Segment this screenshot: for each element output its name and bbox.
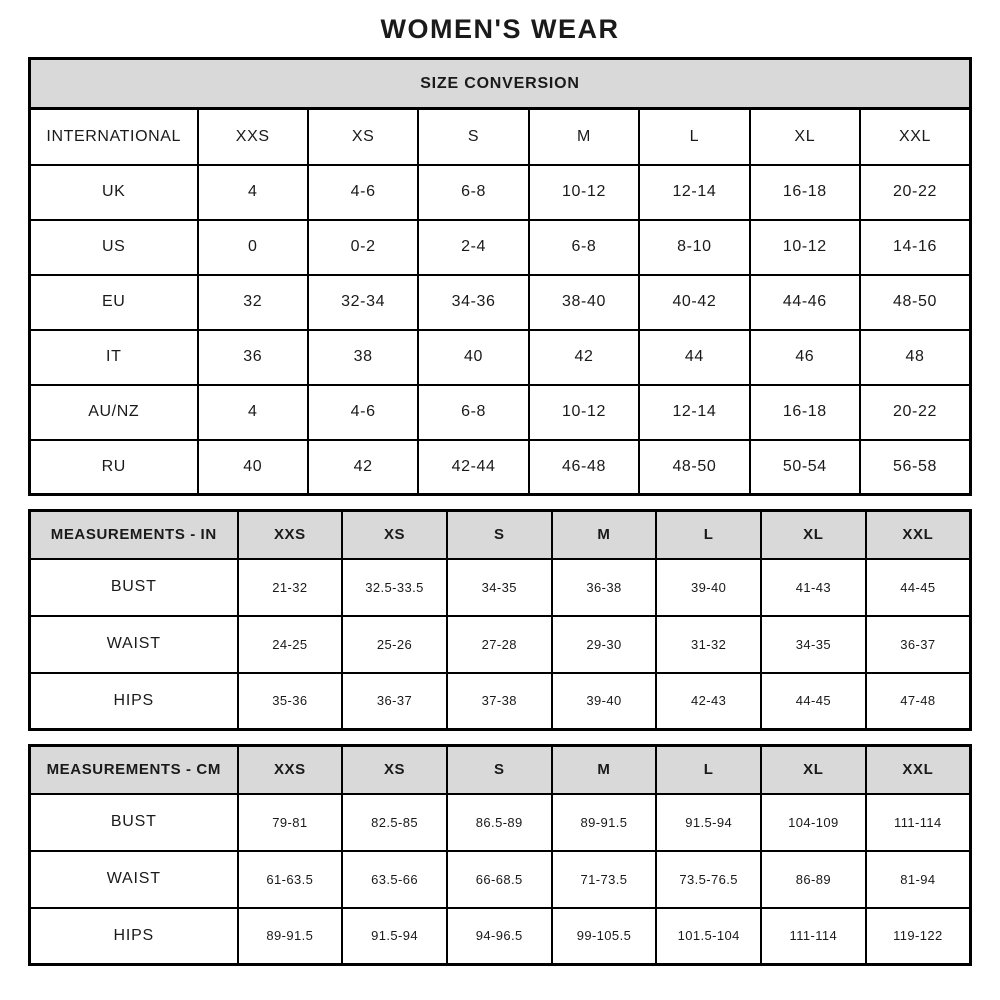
row-label: EU [30, 275, 198, 330]
value-cell: 4 [198, 385, 308, 440]
size-conversion-table [28, 57, 972, 496]
size-column-header: XXL [866, 746, 971, 794]
value-cell: 10-12 [529, 165, 639, 220]
value-cell: 32.5-33.5 [342, 559, 447, 616]
row-label: BUST [30, 559, 238, 616]
value-cell: 38-40 [529, 275, 639, 330]
value-cell: 73.5-76.5 [656, 851, 761, 908]
value-cell: 46-48 [529, 440, 639, 495]
value-cell: 41-43 [761, 559, 866, 616]
row-label: UK [30, 165, 198, 220]
value-cell: 35-36 [238, 673, 343, 730]
value-cell: 48-50 [639, 440, 749, 495]
row-label: WAIST [30, 851, 238, 908]
international-label: INTERNATIONAL [30, 109, 198, 165]
value-cell: 12-14 [639, 385, 749, 440]
value-cell: 21-32 [238, 559, 343, 616]
size-column-header: L [656, 511, 761, 559]
size-column-header: XXS [238, 746, 343, 794]
value-cell: 79-81 [238, 794, 343, 851]
size-header-row [30, 746, 971, 794]
value-cell: 36 [198, 330, 308, 385]
value-cell: 48 [860, 330, 970, 385]
value-cell: 27-28 [447, 616, 552, 673]
row-label: BUST [30, 794, 238, 851]
size-column-header: XXS [198, 109, 308, 165]
value-cell: 0 [198, 220, 308, 275]
value-cell: 40 [418, 330, 528, 385]
size-column-header: XL [750, 109, 860, 165]
value-cell: 46 [750, 330, 860, 385]
value-cell: 34-36 [418, 275, 528, 330]
row-label: IT [30, 330, 198, 385]
value-cell: 32-34 [308, 275, 418, 330]
page-title: WOMEN'S WEAR [380, 14, 620, 44]
value-cell: 44 [639, 330, 749, 385]
value-cell: 91.5-94 [656, 794, 761, 851]
value-cell: 40 [198, 440, 308, 495]
value-cell: 4-6 [308, 385, 418, 440]
row-label: HIPS [30, 908, 238, 965]
size-column-header: S [418, 109, 528, 165]
row-label: RU [30, 440, 198, 495]
row-label: US [30, 220, 198, 275]
table-row [30, 275, 971, 330]
value-cell: 86.5-89 [447, 794, 552, 851]
value-cell: 119-122 [866, 908, 971, 965]
value-cell: 42-43 [656, 673, 761, 730]
value-cell: 0-2 [308, 220, 418, 275]
value-cell: 2-4 [418, 220, 528, 275]
value-cell: 42-44 [418, 440, 528, 495]
size-header-row [30, 109, 971, 165]
measurements-in-title: MEASUREMENTS - IN [30, 511, 238, 559]
value-cell: 20-22 [860, 165, 970, 220]
value-cell: 48-50 [860, 275, 970, 330]
value-cell: 10-12 [750, 220, 860, 275]
size-column-header: XS [342, 511, 447, 559]
value-cell: 47-48 [866, 673, 971, 730]
value-cell: 4 [198, 165, 308, 220]
value-cell: 111-114 [761, 908, 866, 965]
value-cell: 111-114 [866, 794, 971, 851]
value-cell: 20-22 [860, 385, 970, 440]
value-cell: 42 [308, 440, 418, 495]
table-row [30, 440, 971, 495]
size-column-header: S [447, 511, 552, 559]
value-cell: 81-94 [866, 851, 971, 908]
value-cell: 37-38 [447, 673, 552, 730]
value-cell: 36-38 [552, 559, 657, 616]
value-cell: 44-46 [750, 275, 860, 330]
table-row [30, 794, 971, 851]
value-cell: 39-40 [552, 673, 657, 730]
value-cell: 6-8 [418, 385, 528, 440]
value-cell: 6-8 [418, 165, 528, 220]
value-cell: 44-45 [866, 559, 971, 616]
table-row [30, 559, 971, 616]
value-cell: 29-30 [552, 616, 657, 673]
size-column-header: XL [761, 511, 866, 559]
table-row [30, 220, 971, 275]
row-label: AU/NZ [30, 385, 198, 440]
value-cell: 82.5-85 [342, 794, 447, 851]
size-conversion-header: SIZE CONVERSION [30, 59, 971, 109]
value-cell: 12-14 [639, 165, 749, 220]
value-cell: 38 [308, 330, 418, 385]
measurements-cm-table [28, 744, 972, 966]
value-cell: 94-96.5 [447, 908, 552, 965]
value-cell: 24-25 [238, 616, 343, 673]
table-row [30, 851, 971, 908]
value-cell: 34-35 [447, 559, 552, 616]
size-header-row [30, 511, 971, 559]
value-cell: 91.5-94 [342, 908, 447, 965]
value-cell: 16-18 [750, 165, 860, 220]
table-row [30, 165, 971, 220]
measurements-in-table [28, 509, 972, 731]
value-cell: 42 [529, 330, 639, 385]
value-cell: 61-63.5 [238, 851, 343, 908]
row-label: HIPS [30, 673, 238, 730]
value-cell: 36-37 [866, 616, 971, 673]
value-cell: 10-12 [529, 385, 639, 440]
table-row [30, 673, 971, 730]
table-row [30, 330, 971, 385]
value-cell: 66-68.5 [447, 851, 552, 908]
table-banner-row [30, 59, 971, 109]
value-cell: 36-37 [342, 673, 447, 730]
size-column-header: XXL [860, 109, 970, 165]
value-cell: 44-45 [761, 673, 866, 730]
size-column-header: XXS [238, 511, 343, 559]
measurements-cm-title: MEASUREMENTS - CM [30, 746, 238, 794]
value-cell: 50-54 [750, 440, 860, 495]
value-cell: 40-42 [639, 275, 749, 330]
value-cell: 14-16 [860, 220, 970, 275]
value-cell: 16-18 [750, 385, 860, 440]
value-cell: 99-105.5 [552, 908, 657, 965]
value-cell: 8-10 [639, 220, 749, 275]
value-cell: 63.5-66 [342, 851, 447, 908]
size-column-header: M [552, 746, 657, 794]
size-column-header: M [529, 109, 639, 165]
size-column-header: L [656, 746, 761, 794]
size-column-header: XS [342, 746, 447, 794]
value-cell: 89-91.5 [552, 794, 657, 851]
value-cell: 31-32 [656, 616, 761, 673]
value-cell: 89-91.5 [238, 908, 343, 965]
size-column-header: XS [308, 109, 418, 165]
size-column-header: L [639, 109, 749, 165]
size-column-header: M [552, 511, 657, 559]
size-column-header: XXL [866, 511, 971, 559]
value-cell: 104-109 [761, 794, 866, 851]
value-cell: 6-8 [529, 220, 639, 275]
value-cell: 101.5-104 [656, 908, 761, 965]
table-row [30, 616, 971, 673]
value-cell: 39-40 [656, 559, 761, 616]
table-row [30, 908, 971, 965]
value-cell: 25-26 [342, 616, 447, 673]
row-label: WAIST [30, 616, 238, 673]
size-column-header: XL [761, 746, 866, 794]
value-cell: 71-73.5 [552, 851, 657, 908]
table-row [30, 385, 971, 440]
size-column-header: S [447, 746, 552, 794]
value-cell: 32 [198, 275, 308, 330]
value-cell: 4-6 [308, 165, 418, 220]
value-cell: 34-35 [761, 616, 866, 673]
value-cell: 86-89 [761, 851, 866, 908]
value-cell: 56-58 [860, 440, 970, 495]
